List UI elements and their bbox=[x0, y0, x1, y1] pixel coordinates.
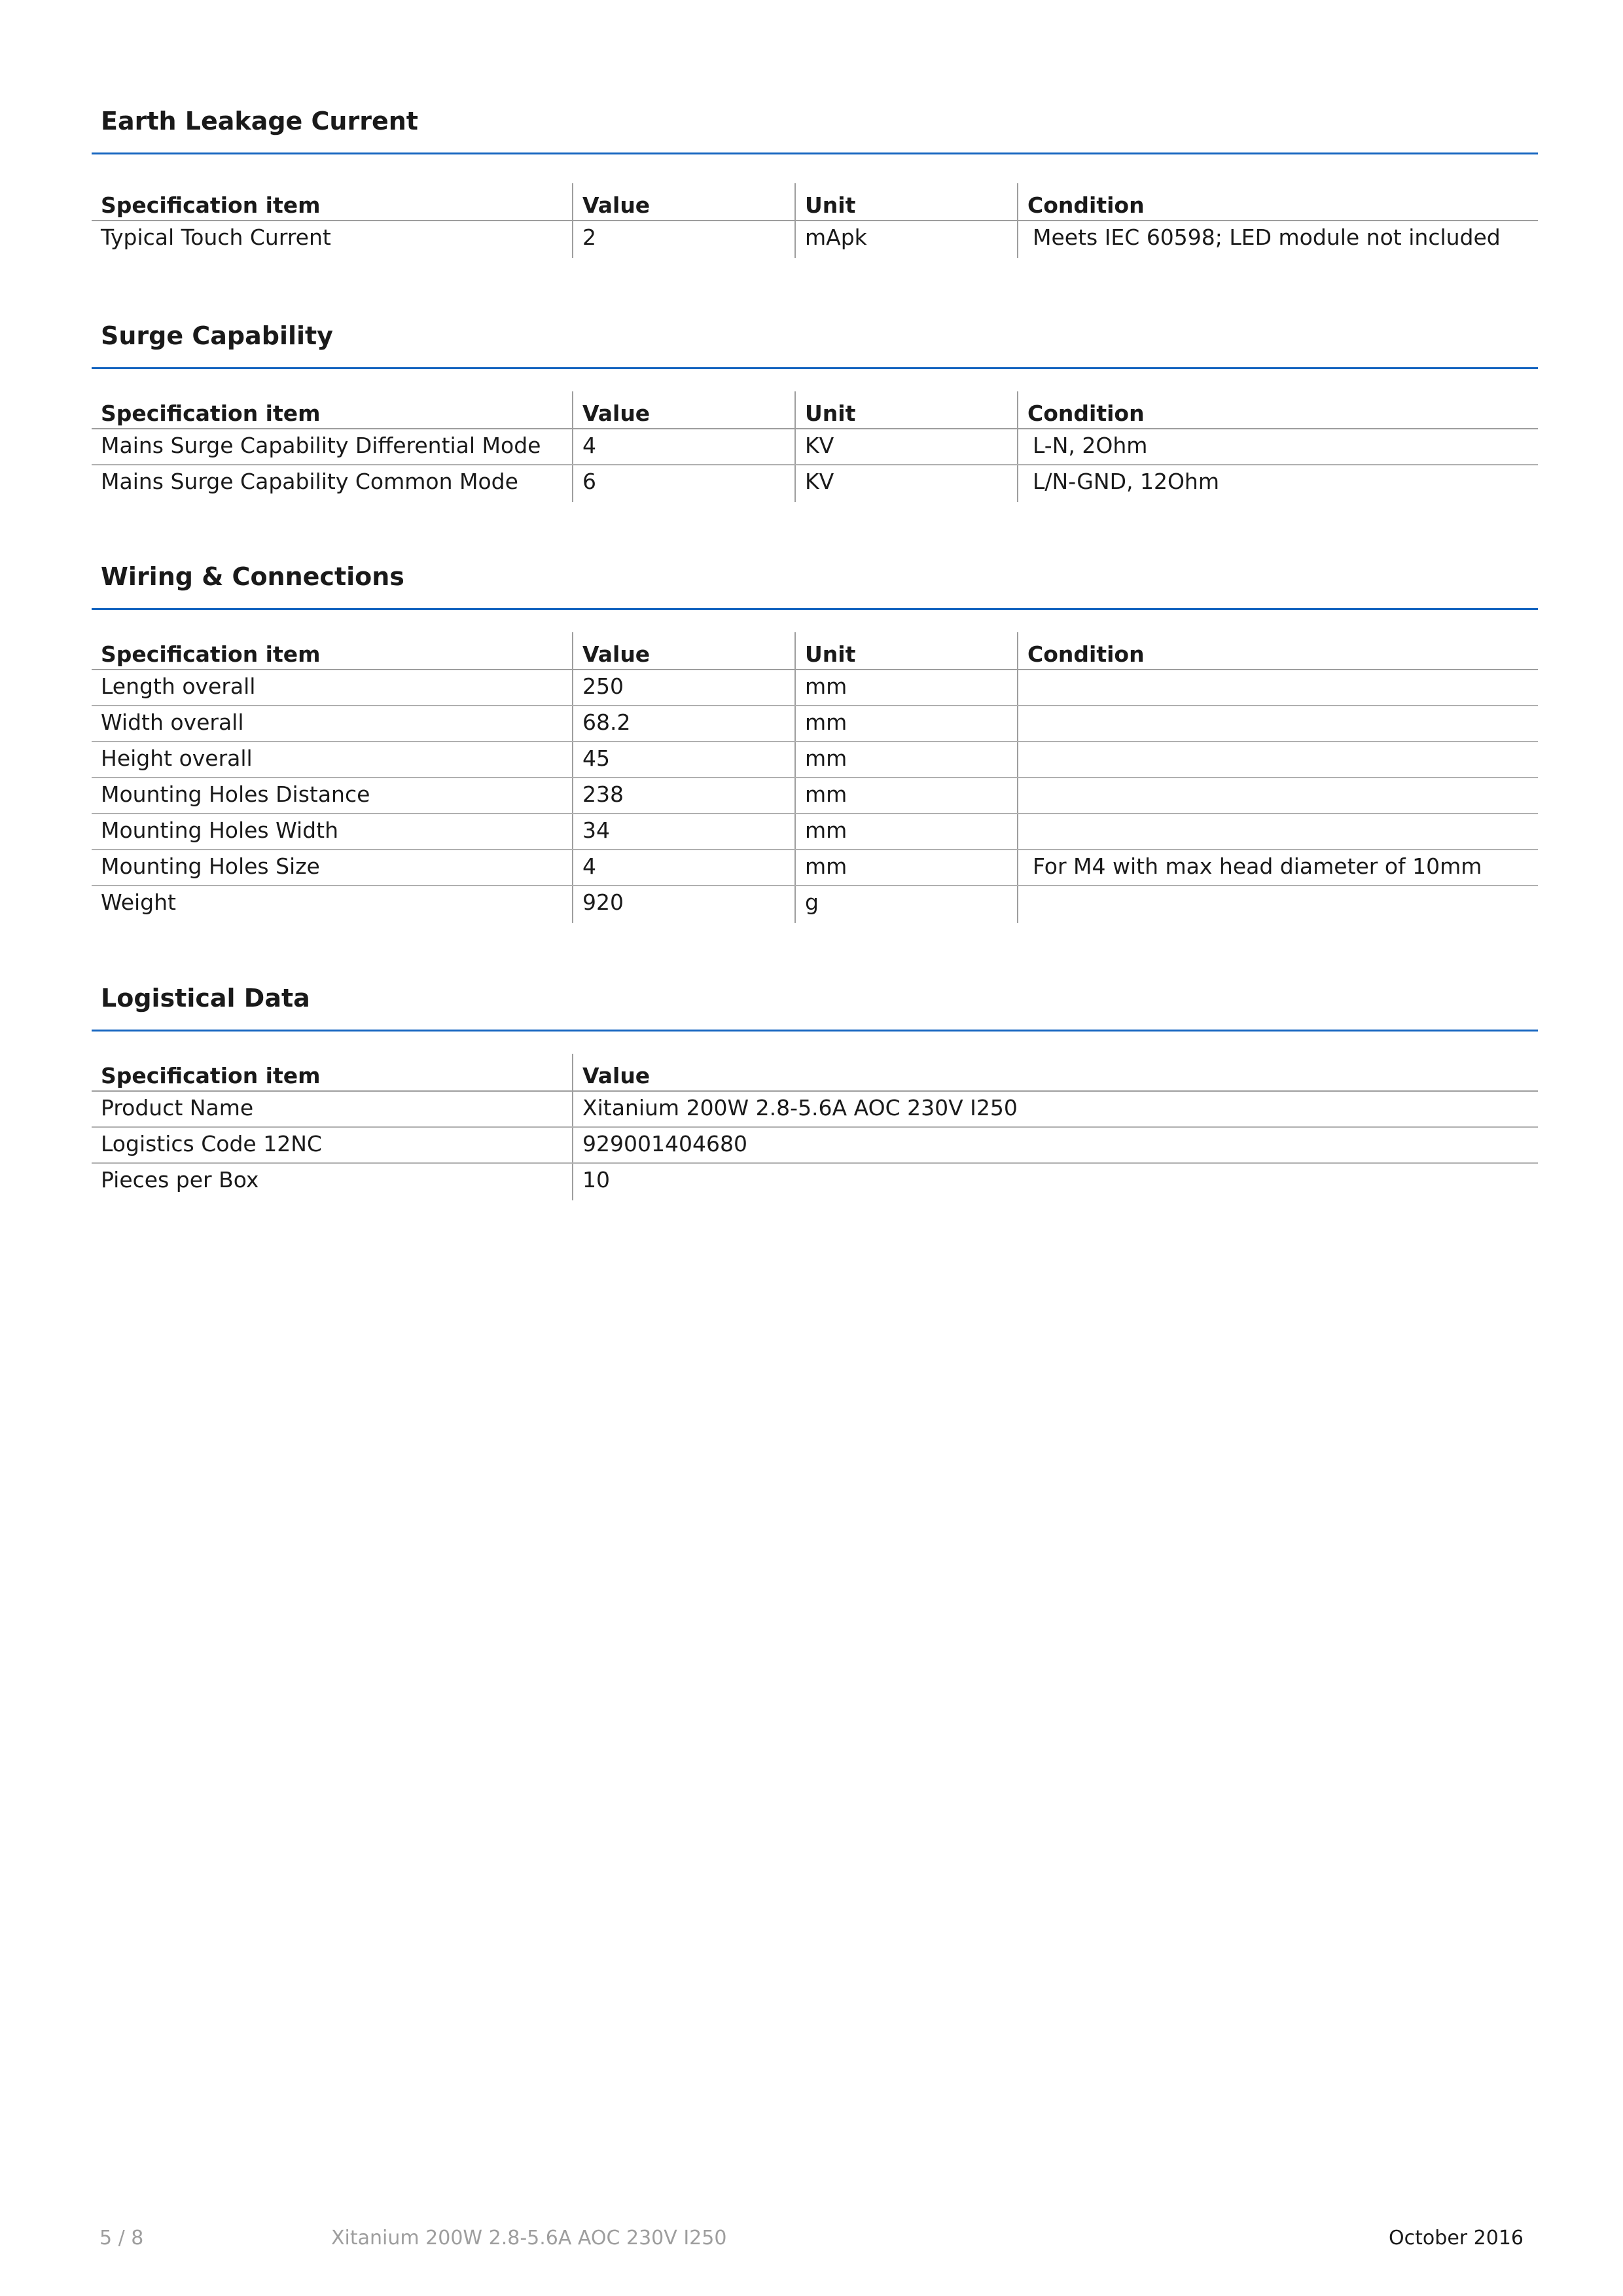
table-row bbox=[92, 706, 1538, 742]
cell-condition bbox=[1018, 670, 1538, 706]
cell-value: 920 bbox=[573, 886, 795, 923]
cell-item: Mounting Holes Distance bbox=[92, 778, 573, 814]
column-header-item: Specification item bbox=[92, 632, 573, 670]
cell-item: Pieces per Box bbox=[101, 1167, 259, 1193]
table-row bbox=[92, 778, 1538, 814]
cell-value: 929001404680 bbox=[573, 1127, 1538, 1163]
cell-value: 4 bbox=[573, 429, 795, 465]
cell-value: 250 bbox=[573, 670, 795, 706]
column-header-value: Value bbox=[573, 391, 795, 429]
cell-condition: L-N, 2Ohm bbox=[1018, 429, 1538, 465]
table-row bbox=[92, 1163, 1538, 1200]
section-earth-leakage bbox=[92, 105, 1538, 250]
table-header-row bbox=[92, 391, 1538, 429]
cell-item: Length overall bbox=[92, 670, 573, 706]
cell-condition bbox=[1018, 742, 1538, 778]
cell-unit: KV bbox=[795, 429, 1018, 465]
column-header-unit: Unit bbox=[795, 183, 1018, 221]
cell-condition: Meets IEC 60598; LED module not included bbox=[1018, 221, 1538, 258]
column-header-condition: Condition bbox=[1018, 632, 1538, 670]
cell-item: Mounting Holes Size bbox=[92, 850, 573, 886]
cell-value: 6 bbox=[573, 465, 795, 502]
cell-unit: mm bbox=[795, 742, 1018, 778]
table-row bbox=[92, 850, 1538, 886]
cell-unit: mm bbox=[795, 670, 1018, 706]
table-header-row bbox=[92, 183, 1538, 221]
cell-condition: L/N-GND, 12Ohm bbox=[1018, 465, 1538, 502]
table-header-row bbox=[92, 632, 1538, 670]
table-row bbox=[92, 429, 1538, 465]
cell-item: Product Name bbox=[92, 1091, 573, 1127]
column-header-condition: Condition bbox=[1018, 183, 1538, 221]
footer-product-name: Xitanium 200W 2.8-5.6A AOC 230V I250 bbox=[331, 2227, 727, 2250]
cell-unit: mm bbox=[795, 778, 1018, 814]
cell-condition: For M4 with max head diameter of 10mm bbox=[1018, 850, 1538, 886]
cell-value: 238 bbox=[573, 778, 795, 814]
column-header-unit: Unit bbox=[795, 632, 1018, 670]
section-title: Logistical Data bbox=[92, 982, 1538, 1031]
column-header-item: Specification item bbox=[92, 183, 573, 221]
cell-item: Mounting Holes Width bbox=[92, 814, 573, 850]
section-logistical-data bbox=[92, 982, 1538, 1193]
surge-capability-table bbox=[92, 391, 1538, 502]
column-header-unit: Unit bbox=[795, 391, 1018, 429]
table-row bbox=[92, 1127, 1538, 1163]
table-row bbox=[92, 670, 1538, 706]
table-row bbox=[92, 814, 1538, 850]
cell-unit: mm bbox=[795, 850, 1018, 886]
section-wiring-connections bbox=[92, 560, 1538, 915]
cell-item: Typical Touch Current bbox=[101, 224, 331, 250]
column-header-item: Specification item bbox=[92, 1054, 573, 1091]
cell-item: Height overall bbox=[92, 742, 573, 778]
cell-unit: KV bbox=[795, 465, 1018, 502]
cell-unit: mApk bbox=[795, 221, 1018, 258]
column-header-condition: Condition bbox=[1018, 391, 1538, 429]
cell-condition bbox=[1018, 706, 1538, 742]
cell-value: 68.2 bbox=[573, 706, 795, 742]
cell-item: Weight bbox=[101, 889, 176, 915]
cell-value: Xitanium 200W 2.8-5.6A AOC 230V I250 bbox=[573, 1091, 1538, 1127]
earth-leakage-table bbox=[92, 183, 1538, 258]
cell-value: 34 bbox=[573, 814, 795, 850]
cell-unit: mm bbox=[795, 814, 1018, 850]
footer-page-number: 5 / 8 bbox=[99, 2227, 144, 2250]
cell-condition bbox=[1018, 778, 1538, 814]
section-surge-capability bbox=[92, 319, 1538, 494]
table-row bbox=[92, 1091, 1538, 1127]
table-header-row bbox=[92, 1054, 1538, 1091]
cell-condition bbox=[1018, 886, 1538, 923]
cell-value: 10 bbox=[573, 1163, 1538, 1200]
table-row bbox=[92, 465, 1538, 502]
section-title: Surge Capability bbox=[92, 319, 1538, 369]
cell-item: Width overall bbox=[92, 706, 573, 742]
cell-item: Logistics Code 12NC bbox=[92, 1127, 573, 1163]
logistical-data-table bbox=[92, 1054, 1538, 1200]
column-header-value: Value bbox=[573, 183, 795, 221]
cell-value: 4 bbox=[573, 850, 795, 886]
table-row bbox=[92, 742, 1538, 778]
cell-item: Mains Surge Capability Differential Mode bbox=[92, 429, 573, 465]
cell-item: Mains Surge Capability Common Mode bbox=[101, 469, 518, 494]
column-header-value: Value bbox=[573, 632, 795, 670]
cell-unit: mm bbox=[795, 706, 1018, 742]
section-title: Earth Leakage Current bbox=[92, 105, 1538, 154]
cell-unit: g bbox=[795, 886, 1018, 923]
table-row bbox=[92, 886, 1538, 923]
cell-value: 2 bbox=[573, 221, 795, 258]
cell-condition bbox=[1018, 814, 1538, 850]
column-header-item: Specification item bbox=[92, 391, 573, 429]
section-title: Wiring & Connections bbox=[92, 560, 1538, 610]
table-row bbox=[92, 221, 1538, 258]
cell-value: 45 bbox=[573, 742, 795, 778]
column-header-value: Value bbox=[573, 1054, 1538, 1091]
footer-date: October 2016 bbox=[1389, 2227, 1524, 2250]
wiring-connections-table bbox=[92, 632, 1538, 923]
